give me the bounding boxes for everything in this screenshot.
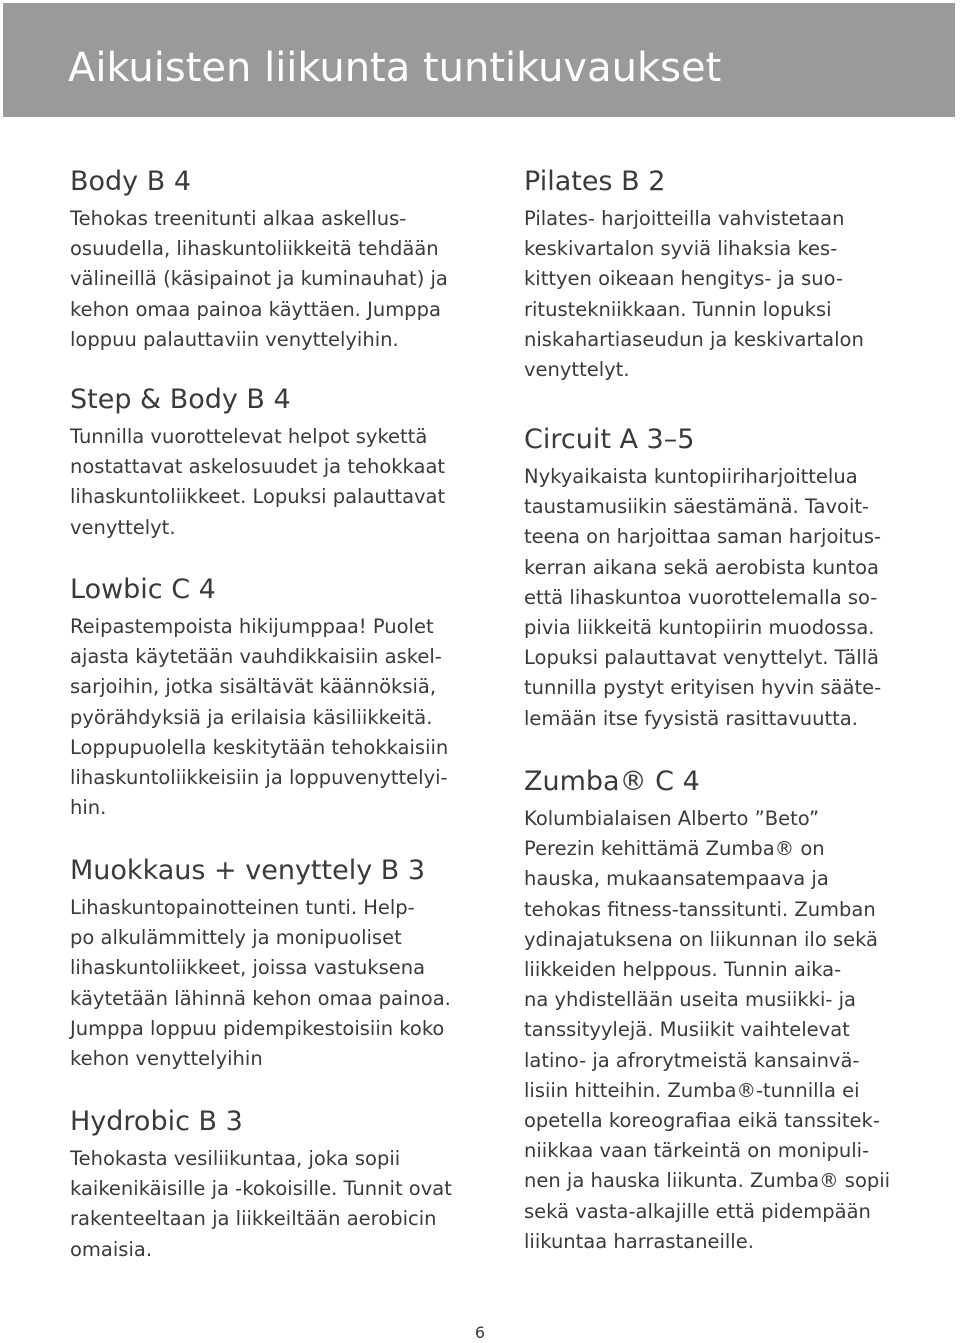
description-line: tehokas fitness-tanssitunti. Zumban [524, 897, 876, 921]
page-title: Aikuisten liikunta tuntikuvaukset [68, 45, 722, 91]
description-line: Kolumbialaisen Alberto ”Beto” [524, 807, 820, 830]
description-line: sarjoihin, jotka sisältävät käännöksiä, [70, 675, 437, 699]
class-section-muokkaus-venyttely-b-3 [70, 849, 500, 1074]
section-description [70, 893, 500, 1074]
description-line: venyttelyt. [70, 515, 176, 539]
description-line: Lopuksi palauttavat venyttelyt. Tällä [524, 646, 879, 670]
section-description [70, 204, 500, 355]
description-line: tanssityylejä. Musiikit vaihtelevat [524, 1018, 850, 1042]
description-line: omaisia. [70, 1237, 153, 1261]
class-section-lowbic-c-4 [70, 568, 500, 823]
description-line: kerran aikana sekä aerobista kuntoa [524, 555, 879, 579]
description-line: latino- ja afrorytmeistä kansainvä- [524, 1048, 860, 1072]
class-section-circuit-a-3-5 [524, 418, 924, 734]
section-description [524, 462, 924, 734]
description-line: Pilates- harjoitteilla vahvistetaan [524, 207, 845, 230]
description-line: rakenteeltaan ja liikkeiltään aerobicin [70, 1207, 437, 1231]
description-line: teena on harjoittaa saman harjoitus- [524, 525, 882, 549]
description-line: Tunnilla vuorottelevat helpot sykettä [70, 425, 428, 448]
description-line: opetella koreografiaa eikä tanssitek- [524, 1109, 880, 1133]
title-banner [0, 0, 960, 120]
description-line: välineillä (käsipainot ja kuminauhat) ja [70, 267, 448, 291]
class-section-pilates-b-2 [524, 160, 924, 385]
section-heading: Lowbic C 4 [70, 574, 216, 605]
description-line: po alkulämmittely ja monipuoliset [70, 926, 402, 950]
description-line: niikkaa vaan tärkeintä on monipuli- [524, 1139, 870, 1163]
description-line: kehon omaa painoa käyttäen. Jumppa [70, 297, 441, 321]
description-line: Perezin kehittämä Zumba® on [524, 837, 825, 861]
section-heading: Body B 4 [70, 166, 192, 197]
description-line: kaikenikäisille ja -kokoisille. Tunnit ovat [70, 1177, 452, 1201]
description-line: kehon venyttelyihin [70, 1047, 263, 1071]
class-section-step-body-b-4 [70, 378, 500, 543]
description-line: lihaskuntoliikkeet. Lopuksi palauttavat [70, 485, 446, 509]
description-line: pyörähdyksiä ja erilaisia käsiliikkeitä. [70, 705, 433, 729]
section-description [70, 422, 500, 543]
description-line: lemään itse fyysistä rasittavuutta. [524, 706, 858, 730]
description-line: nostattavat askelosuudet ja tehokkaat [70, 455, 446, 479]
class-section-zumba-c-4 [524, 760, 924, 1257]
description-line: liikuntaa harrastaneille. [524, 1229, 754, 1253]
description-line: ydinajatuksena on liikunnan ilo sekä [524, 927, 879, 951]
page-number: 6 [474, 1323, 486, 1342]
description-line: nen ja hauska liikunta. Zumba® sopii [524, 1169, 891, 1193]
description-line: Tehokasta vesiliikuntaa, joka sopii [70, 1147, 401, 1170]
description-line: Lihaskuntopainotteinen tunti. Help- [70, 896, 415, 919]
description-line: liikkeiden helppous. Tunnin aika- [524, 958, 842, 982]
description-line: lihaskuntoliikkeisiin ja loppuvenyttelyi- [70, 766, 448, 790]
description-line: tunnilla pystyt erityisen hyvin sääte- [524, 676, 882, 700]
description-line: taustamusiikin säestämänä. Tavoit- [524, 495, 870, 519]
section-description [524, 804, 924, 1257]
section-heading: Hydrobic B 3 [70, 1106, 243, 1137]
description-line: kittyen oikeaan hengitys- ja suo- [524, 267, 843, 291]
description-line: osuudella, lihaskuntoliikkeitä tehdään [70, 237, 439, 261]
description-line: Nykyaikaista kuntopiiriharjoittelua [524, 465, 858, 488]
section-heading: Zumba® C 4 [524, 766, 700, 797]
description-line: Jumppa loppuu pidempikestoisiin koko [70, 1016, 445, 1040]
section-heading: Pilates B 2 [524, 166, 666, 197]
section-heading: Step & Body B 4 [70, 384, 291, 415]
class-section-body-b-4 [70, 160, 500, 355]
description-line: Tehokas treenitunti alkaa askellus- [70, 207, 407, 230]
description-line: Loppupuolella keskitytään tehokkaisiin [70, 735, 449, 759]
section-heading: Muokkaus + venyttely B 3 [70, 855, 426, 886]
description-line: lisiin hitteihin. Zumba®-tunnilla ei [524, 1078, 860, 1102]
description-line: että lihaskuntoa vuorottelemalla so- [524, 585, 878, 609]
description-line: loppuu palauttaviin venyttelyihin. [70, 327, 399, 351]
description-line: käytetään lähinnä kehon omaa painoa. [70, 986, 451, 1010]
description-line: hin. [70, 796, 107, 820]
section-description [524, 204, 924, 385]
description-line: hauska, mukaansatempaava ja [524, 867, 829, 891]
description-line: ajasta käytetään vauhdikkaisiin askel- [70, 645, 442, 669]
description-line: Reipastempoista hikijumppaa! Puolet [70, 615, 434, 638]
class-section-hydrobic-b-3 [70, 1100, 500, 1265]
description-line: ritustekniikkaan. Tunnin lopuksi [524, 297, 832, 321]
description-line: sekä vasta-alkajille että pidempään [524, 1199, 871, 1223]
description-line: keskivartalon syviä lihaksia kes- [524, 237, 838, 261]
description-line: lihaskuntoliikkeet, joissa vastuksena [70, 956, 426, 980]
description-line: na yhdistellään useita musiikki- ja [524, 988, 856, 1012]
section-description [70, 1144, 500, 1265]
description-line: pivia liikkeitä kuntopiirin muodossa. [524, 616, 875, 640]
section-heading: Circuit A 3–5 [524, 424, 695, 455]
description-line: venyttelyt. [524, 358, 630, 382]
description-line: niskahartiaseudun ja keskivartalon [524, 327, 864, 351]
section-description [70, 612, 500, 823]
